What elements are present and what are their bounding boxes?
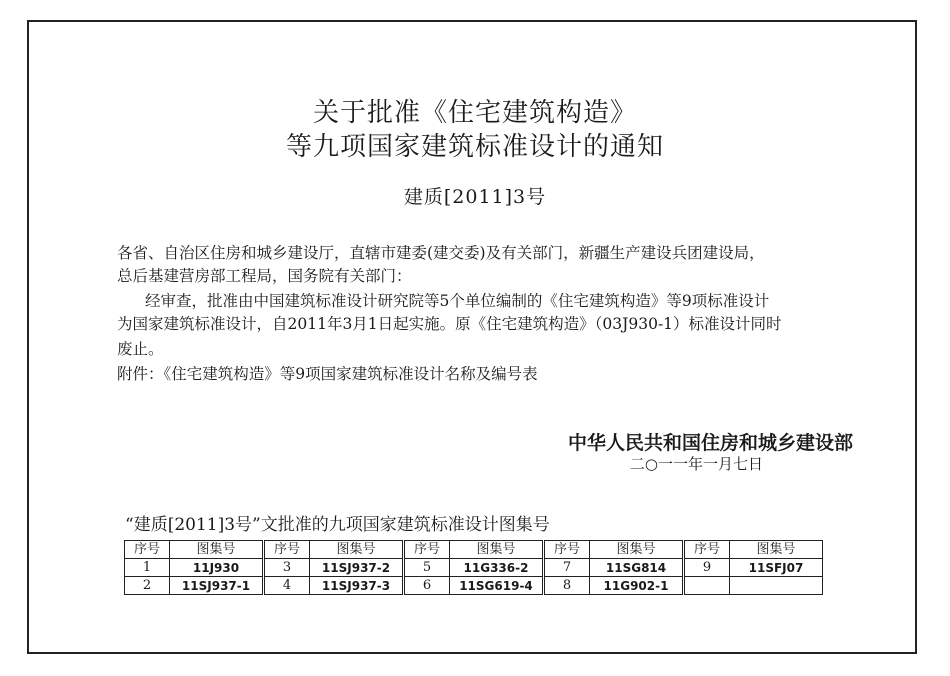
notice-title-line1: 关于批准《住宅建筑构造》 xyxy=(312,98,637,128)
table-caption: “建质[2011]3号”文批准的九项国家建筑标准设计图集号 xyxy=(125,515,550,535)
body-line-2: 为国家建筑标准设计，自2011年3月1日起实施。原《住宅建筑构造》（03J930-1）标准设计同时 xyxy=(117,315,782,333)
table-row xyxy=(125,559,823,577)
body-line-3: 废止。 xyxy=(117,340,164,358)
header-cell: 图集号 xyxy=(310,541,404,559)
row-number-cell: 3 xyxy=(264,559,310,577)
header-cell: 图集号 xyxy=(590,541,684,559)
header-cell: 图集号 xyxy=(730,541,823,559)
header-cell: 图集号 xyxy=(450,541,544,559)
header-cell: 序号 xyxy=(544,541,590,559)
row-number-cell: 5 xyxy=(404,559,450,577)
issue-date: 二○一一年一月七日 xyxy=(629,455,763,473)
attachment-line: 附件：《住宅建筑构造》等9项国家建筑标准设计名称及编号表 xyxy=(117,365,538,383)
row-number-cell: 7 xyxy=(544,559,590,577)
atlas-code-cell: 11SFJ07 xyxy=(730,559,823,577)
header-cell: 图集号 xyxy=(170,541,264,559)
atlas-code-cell: 11SG814 xyxy=(590,559,684,577)
row-number-cell: 1 xyxy=(125,559,170,577)
addressee-line-2: 总后基建营房部工程局，国务院有关部门： xyxy=(117,267,412,285)
atlas-code-cell: 11G336-2 xyxy=(450,559,544,577)
atlas-code-cell: 11SG619-4 xyxy=(450,577,544,595)
addressee-line-1: 各省、自治区住房和城乡建设厅，直辖市建委(建交委)及有关部门，新疆生产建设兵团建设局， xyxy=(117,244,765,262)
table-row xyxy=(125,577,823,595)
atlas-code-cell: 11SJ937-3 xyxy=(310,577,404,595)
atlas-code-cell: 11SJ937-2 xyxy=(310,559,404,577)
row-number-cell: 8 xyxy=(544,577,590,595)
atlas-code-cell: 11SJ937-1 xyxy=(170,577,264,595)
row-number-cell: 4 xyxy=(264,577,310,595)
row-number-cell xyxy=(684,577,730,595)
row-number-cell: 6 xyxy=(404,577,450,595)
table-header-row xyxy=(125,541,823,559)
issuer-signature: 中华人民共和国住房和城乡建设部 xyxy=(567,432,853,454)
header-cell: 序号 xyxy=(404,541,450,559)
notice-title-line2: 等九项国家建筑标准设计的通知 xyxy=(285,132,664,162)
header-cell: 序号 xyxy=(684,541,730,559)
header-cell: 序号 xyxy=(264,541,310,559)
body-line-1: 经审查，批准由中国建筑标准设计研究院等5个单位编制的《住宅建筑构造》等9项标准设计 xyxy=(145,292,770,310)
atlas-code-cell: 11J930 xyxy=(170,559,264,577)
atlas-code-cell: 11G902-1 xyxy=(590,577,684,595)
atlas-number-table xyxy=(124,540,823,595)
document-number: 建质[2011]3号 xyxy=(403,186,547,208)
atlas-code-cell xyxy=(730,577,823,595)
row-number-cell: 9 xyxy=(684,559,730,577)
header-cell: 序号 xyxy=(125,541,170,559)
row-number-cell: 2 xyxy=(125,577,170,595)
